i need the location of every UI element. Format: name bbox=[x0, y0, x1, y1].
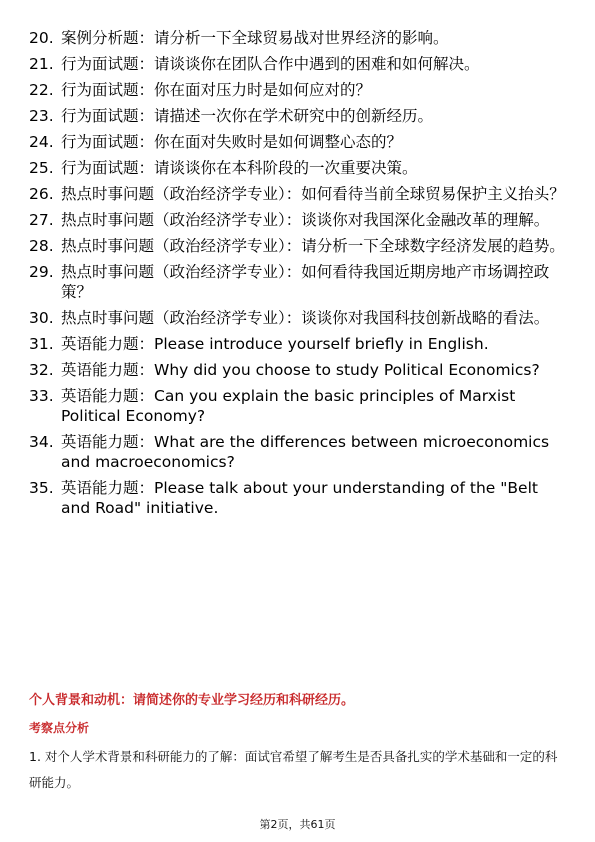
list-item bbox=[29, 334, 569, 354]
question-text: 英语能力题：Can you explain the basic principles of Marxist Political Economy? bbox=[61, 387, 516, 425]
list-item bbox=[29, 308, 569, 328]
question-text: 热点时事问题（政治经济学专业）：谈谈你对我国科技创新战略的看法。 bbox=[61, 309, 550, 327]
question-number: 27. bbox=[29, 211, 54, 229]
list-item bbox=[29, 210, 569, 230]
list-item bbox=[29, 106, 569, 126]
list-item bbox=[29, 54, 569, 74]
question-text: 英语能力题：Please talk about your understanding of the "Belt and Road" initiative. bbox=[61, 479, 538, 517]
list-item bbox=[29, 478, 569, 518]
question-text: 行为面试题：请描述一次你在学术研究中的创新经历。 bbox=[61, 107, 434, 125]
list-item bbox=[29, 386, 569, 426]
question-text: 行为面试题：请谈谈你在本科阶段的一次重要决策。 bbox=[61, 159, 418, 177]
list-item bbox=[29, 132, 569, 152]
question-number: 26. bbox=[29, 185, 54, 203]
question-text: 行为面试题：请谈谈你在团队合作中遇到的困难和如何解决。 bbox=[61, 55, 480, 73]
question-number: 22. bbox=[29, 81, 54, 99]
list-item bbox=[29, 80, 569, 100]
page-number-footer: 第2页，共61页 bbox=[259, 818, 336, 831]
list-item bbox=[29, 262, 569, 302]
question-text: 英语能力题：Why did you choose to study Political Economics? bbox=[61, 361, 540, 379]
question-number: 30. bbox=[29, 309, 54, 327]
question-number: 24. bbox=[29, 133, 54, 151]
list-item bbox=[29, 432, 569, 472]
question-number: 25. bbox=[29, 159, 54, 177]
subsection-heading: 考察点分析 bbox=[29, 721, 90, 735]
question-number: 34. bbox=[29, 433, 54, 451]
question-number: 20. bbox=[29, 29, 54, 47]
question-number: 29. bbox=[29, 263, 54, 281]
question-number: 33. bbox=[29, 387, 54, 405]
question-number: 21. bbox=[29, 55, 54, 73]
question-number: 31. bbox=[29, 335, 54, 353]
question-text: 热点时事问题（政治经济学专业）：请分析一下全球数字经济发展的趋势。 bbox=[61, 237, 565, 255]
list-item bbox=[29, 360, 569, 380]
question-text: 英语能力题：What are the differences between microeconomics and macroeconomics? bbox=[61, 433, 550, 471]
question-text: 热点时事问题（政治经济学专业）：谈谈你对我国深化金融改革的理解。 bbox=[61, 211, 550, 229]
list-item bbox=[29, 236, 569, 256]
list-item bbox=[29, 184, 569, 204]
question-text: 英语能力题：Please introduce yourself briefly in English. bbox=[61, 335, 489, 353]
list-item bbox=[29, 28, 569, 48]
question-number: 23. bbox=[29, 107, 54, 125]
question-text: 热点时事问题（政治经济学专业）：如何看待当前全球贸易保护主义抬头？ bbox=[61, 185, 565, 203]
body-paragraph: 1. 对个人学术背景和科研能力的了解：面试官希望了解考生是否具备扎实的学术基础和一定的科研能力。 bbox=[29, 749, 558, 790]
question-list bbox=[29, 28, 569, 524]
question-text: 案例分析题：请分析一下全球贸易战对世界经济的影响。 bbox=[61, 29, 449, 47]
question-number: 35. bbox=[29, 479, 54, 497]
question-number: 32. bbox=[29, 361, 54, 379]
question-text: 行为面试题：你在面对压力时是如何应对的？ bbox=[61, 81, 372, 99]
question-text: 行为面试题：你在面对失败时是如何调整心态的？ bbox=[61, 133, 403, 151]
question-number: 28. bbox=[29, 237, 54, 255]
list-item bbox=[29, 158, 569, 178]
question-text: 热点时事问题（政治经济学专业）：如何看待我国近期房地产市场调控政策？ bbox=[61, 263, 550, 301]
section-heading: 个人背景和动机：请简述你的专业学习经历和科研经历。 bbox=[29, 693, 355, 708]
